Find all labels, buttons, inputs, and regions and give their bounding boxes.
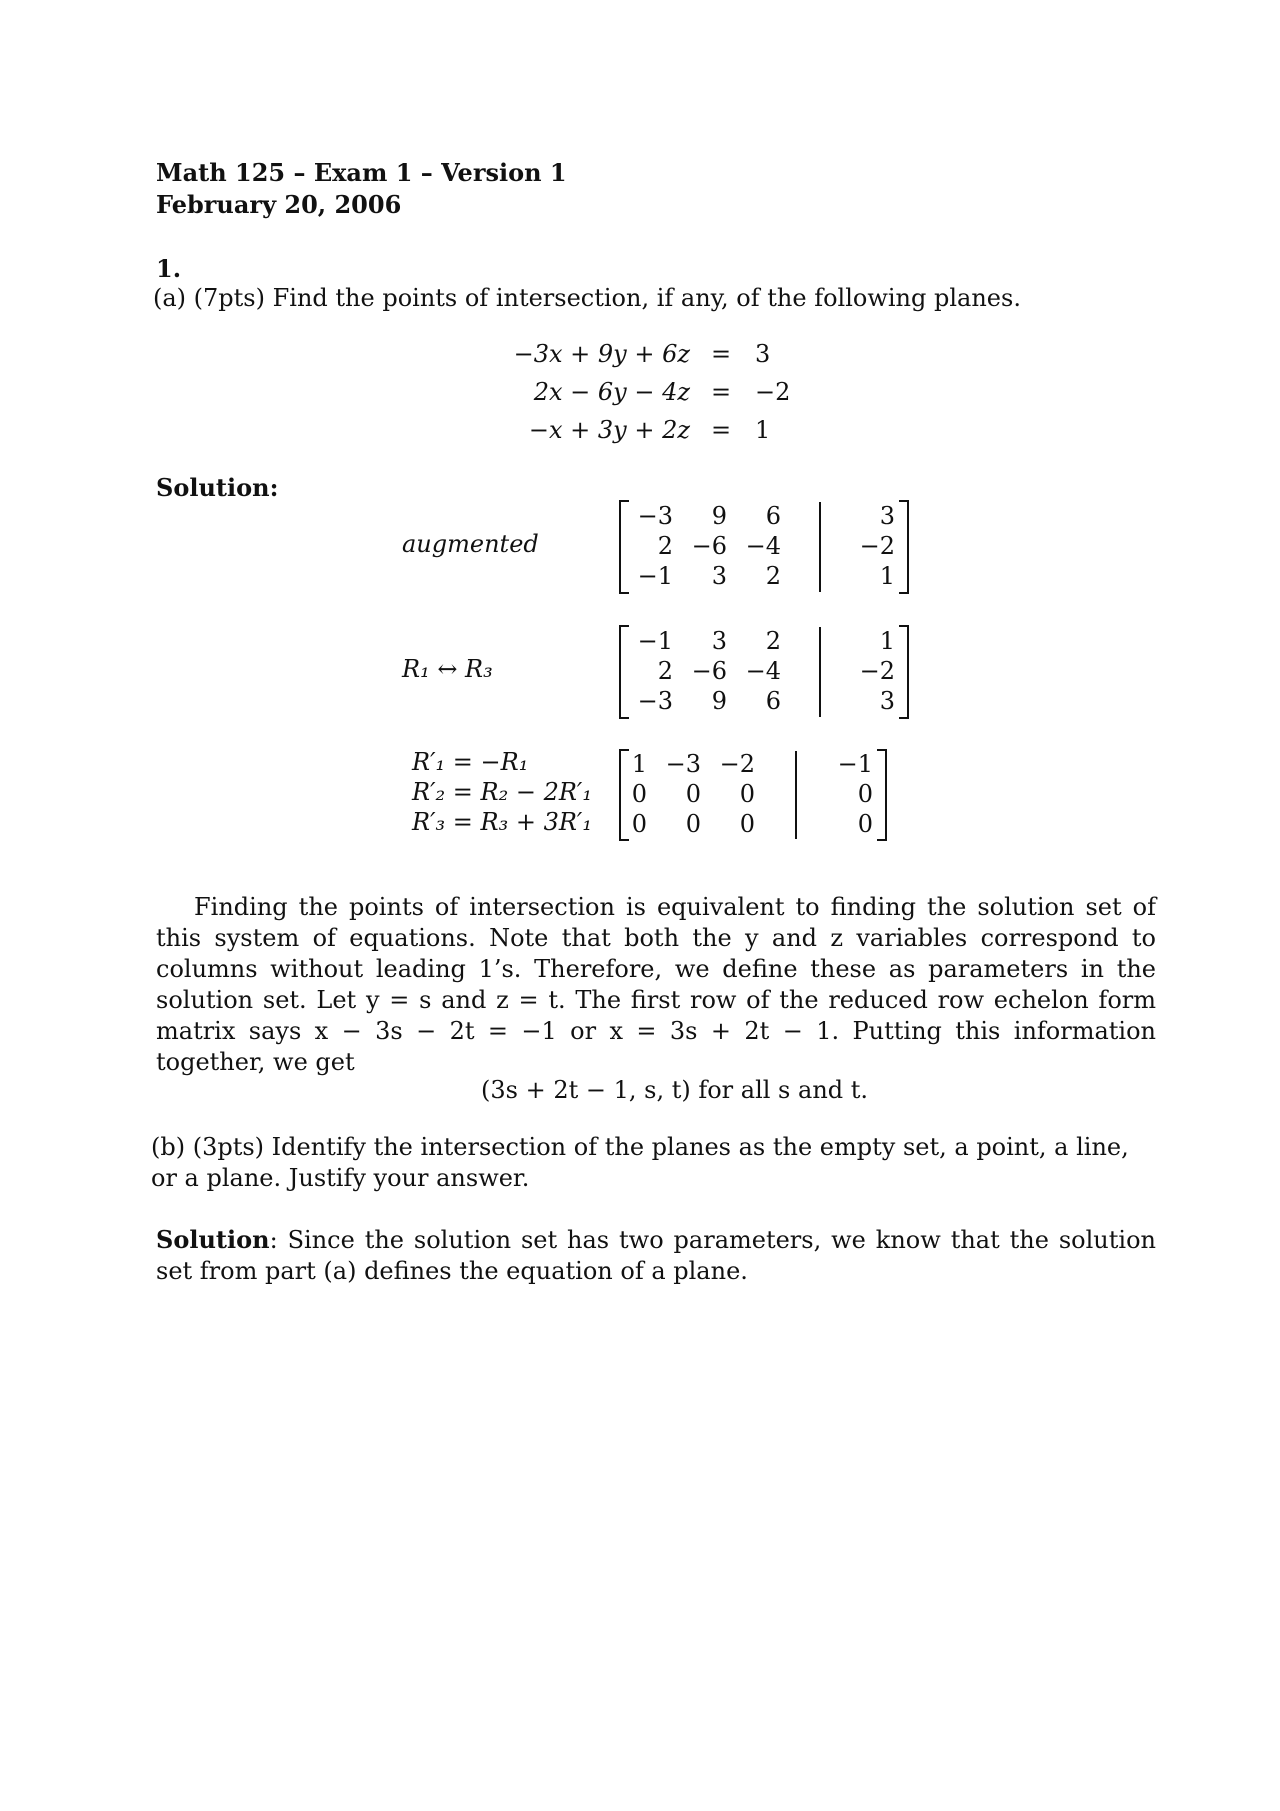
equation-equals: = [710, 378, 732, 406]
augment-bar [819, 627, 821, 717]
matrix-cell: −1 [637, 627, 673, 655]
equation-equals: = [710, 340, 732, 368]
exam-date: February 20, 2006 [156, 190, 402, 219]
matrix-cell: 1 [879, 627, 895, 655]
matrix-right-bracket [899, 500, 909, 594]
equation-lhs: −3x + 9y + 6z [513, 340, 690, 368]
part-b-prompt: (b) (3pts) Identify the intersection of the planes as the empty set, a point, a line, or a plane. Justify your answer. [151, 1133, 1129, 1192]
matrix-cell: 0 [739, 810, 755, 838]
part-b-solution [156, 1224, 1156, 1287]
equation-row [470, 416, 790, 448]
matrix-cell: −2 [859, 657, 895, 685]
equation-rhs: 3 [755, 340, 771, 368]
solution-result: (3s + 2t − 1, s, t) for all s and t. [481, 1076, 869, 1104]
matrix-cell: 6 [765, 502, 781, 530]
step-label: R′₁ = −R₁ [412, 748, 529, 776]
matrix-right-bracket [877, 749, 887, 841]
augmented-matrix [619, 500, 909, 594]
step-label: R₁ ↔ R₃ [402, 655, 493, 683]
step-label: R′₃ = R₃ + 3R′₁ [412, 808, 592, 836]
equation-rhs: 1 [755, 416, 771, 444]
matrix-cell: −3 [637, 687, 673, 715]
matrix-cell: 2 [765, 562, 781, 590]
matrix-cell: 1 [879, 562, 895, 590]
matrix-cell: −2 [859, 532, 895, 560]
step-label: R′₂ = R₂ − 2R′₁ [412, 778, 592, 806]
matrix-cell: 9 [711, 502, 727, 530]
matrix-cell: 0 [739, 780, 755, 808]
matrix-cell: 0 [857, 780, 873, 808]
matrix-cell: 3 [879, 502, 895, 530]
matrix-cell: −1 [637, 562, 673, 590]
matrix-cell: 3 [711, 627, 727, 655]
matrix-cell: −3 [665, 750, 701, 778]
equation-equals: = [710, 416, 732, 444]
matrix-cell: 3 [711, 562, 727, 590]
equation-lhs: −x + 3y + 2z [528, 416, 690, 444]
matrix-cell: 2 [765, 627, 781, 655]
matrix-cell: 0 [685, 780, 701, 808]
reduced-matrix [619, 749, 887, 841]
matrix-cell: 0 [631, 810, 647, 838]
matrix-cell: 6 [765, 687, 781, 715]
matrix-cell: −6 [691, 657, 727, 685]
matrix-cell: −1 [837, 750, 873, 778]
augment-bar [819, 502, 821, 592]
part-a-prompt: (a) (7pts) Find the points of intersection, if any, of the following planes. [153, 284, 1021, 312]
matrix-cell: −4 [745, 657, 781, 685]
matrix-cell: −3 [637, 502, 673, 530]
solution-label: Solution: [156, 473, 279, 502]
matrix-cell: −6 [691, 532, 727, 560]
matrix-cell: −2 [719, 750, 755, 778]
matrix-cell: 0 [685, 810, 701, 838]
matrix-cell: 0 [631, 780, 647, 808]
equation-row [470, 340, 790, 372]
explanation-paragraph: Finding the points of intersection is equivalent to finding the solution set of this system of equations. Note that both the y and z variables correspond to columns without leading 1’s. Therefore, we define these as parameters in the solution set. Let y = s and z = t. The first row of the reduced row echelon form matrix says x − 3s − 2t = −1 or x = 3s + 2t − 1. Putting this information together, we get [156, 893, 1156, 1076]
augment-bar [795, 751, 797, 839]
matrix-cell: 0 [857, 810, 873, 838]
matrix-cell: 3 [879, 687, 895, 715]
equation-rhs: −2 [755, 378, 791, 406]
exam-title: Math 125 – Exam 1 – Version 1 [156, 158, 567, 187]
matrix-cell: 9 [711, 687, 727, 715]
equation-row [470, 378, 790, 410]
matrix-cell: −4 [745, 532, 781, 560]
matrix-right-bracket [899, 625, 909, 719]
matrix-cell: 2 [657, 532, 673, 560]
matrix-cell: 2 [657, 657, 673, 685]
step-label: augmented [402, 530, 539, 558]
swapped-matrix [619, 625, 909, 719]
question-number: 1. [156, 254, 182, 283]
equation-lhs: 2x − 6y − 4z [533, 378, 690, 406]
matrix-cell: 1 [631, 750, 647, 778]
part-b-solution-label: Solution [156, 1225, 270, 1254]
part-b-solution-text: : Since the solution set has two parameters, we know that the solution set from part (a) defines the equation of a plane. [156, 1226, 1156, 1285]
